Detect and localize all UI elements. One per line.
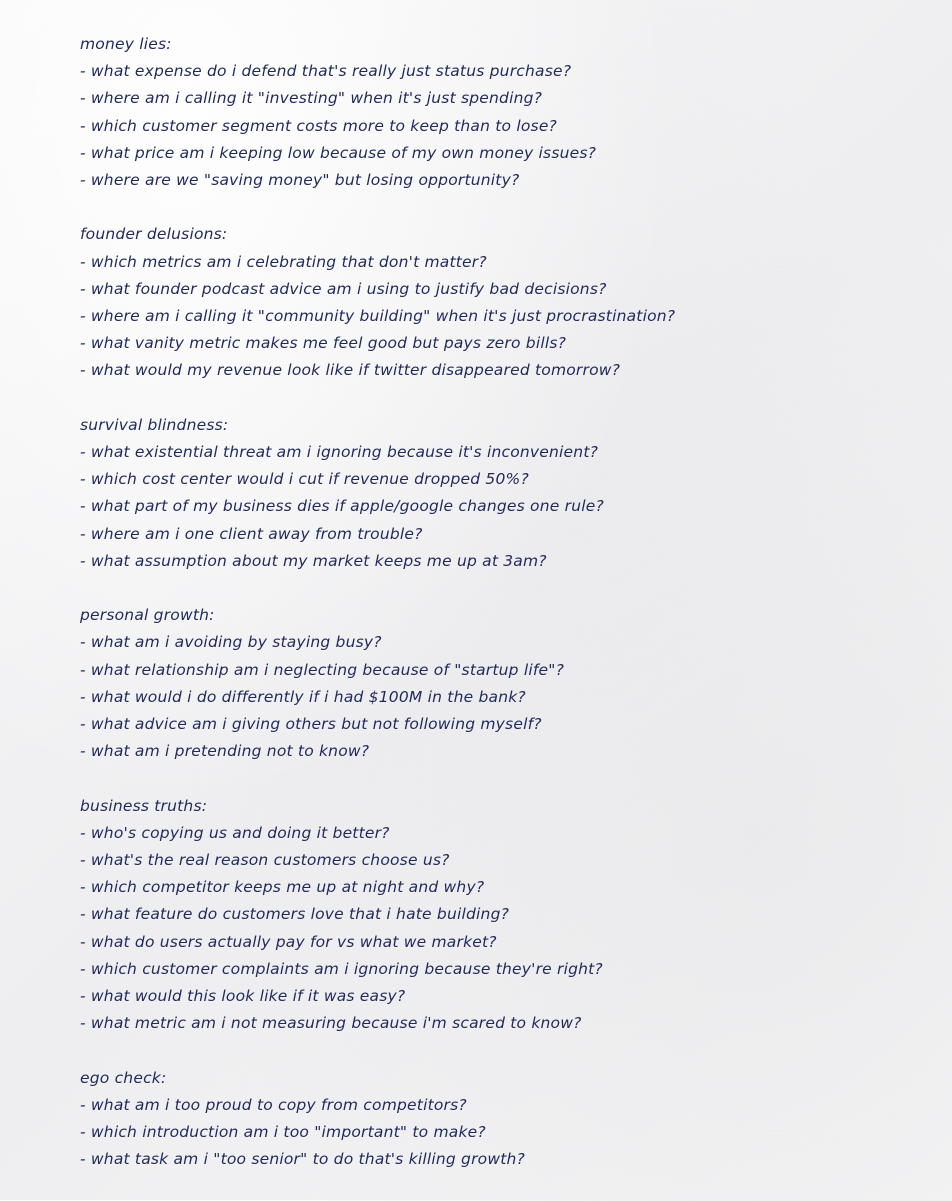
question-list: [80, 31, 940, 1201]
section-title: founder delusions:: [80, 225, 228, 244]
list-item: - what vanity metric makes me feel good but pays zero bills?: [80, 330, 940, 357]
list-item: - what would my revenue look like if twitter disappeared tomorrow?: [80, 357, 940, 384]
section: [80, 31, 940, 194]
list-item: - what price am i keeping low because of my own money issues?: [80, 140, 940, 167]
list-item: - which introduction am i too "important" to make?: [80, 1119, 940, 1146]
list-item: - which metrics am i celebrating that don't matter?: [80, 249, 940, 276]
list-item: - what would i do differently if i had $100M in the bank?: [80, 684, 940, 711]
list-item: - what part of my business dies if apple/google changes one rule?: [80, 493, 940, 520]
section: [80, 412, 940, 575]
list-item: - what expense do i defend that's really just status purchase?: [80, 58, 940, 85]
section-title: personal growth:: [80, 606, 215, 625]
list-item: - what do users actually pay for vs what we market?: [80, 929, 940, 956]
section-title: business truths:: [80, 796, 208, 815]
list-item: - what would this look like if it was easy?: [80, 983, 940, 1010]
list-item: - what advice am i giving others but not following myself?: [80, 711, 940, 738]
list-item: - what am i avoiding by staying busy?: [80, 629, 940, 656]
section: [80, 221, 940, 384]
list-item: - what assumption about my market keeps me up at 3am?: [80, 548, 940, 575]
list-item: - what metric am i not measuring because i'm scared to know?: [80, 1010, 940, 1037]
section: [80, 602, 940, 765]
section: [80, 1065, 940, 1174]
list-item: - where am i calling it "community building" when it's just procrastination?: [80, 303, 940, 330]
list-item: - what am i too proud to copy from competitors?: [80, 1092, 940, 1119]
section-title: ego check:: [80, 1068, 167, 1087]
list-item: - where am i one client away from trouble?: [80, 521, 940, 548]
list-item: - where are we "saving money" but losing opportunity?: [80, 167, 940, 194]
list-item: - what task am i "too senior" to do that's killing growth?: [80, 1146, 940, 1173]
list-item: - which cost center would i cut if revenue dropped 50%?: [80, 466, 940, 493]
list-item: - what feature do customers love that i hate building?: [80, 901, 940, 928]
section: [80, 793, 940, 1038]
section-title: survival blindness:: [80, 415, 229, 434]
list-item: - what's the real reason customers choose us?: [80, 847, 940, 874]
list-item: - which competitor keeps me up at night and why?: [80, 874, 940, 901]
list-item: - what existential threat am i ignoring because it's inconvenient?: [80, 439, 940, 466]
list-item: - which customer segment costs more to keep than to lose?: [80, 113, 940, 140]
list-item: - which customer complaints am i ignoring because they're right?: [80, 956, 940, 983]
list-item: - where am i calling it "investing" when it's just spending?: [80, 85, 940, 112]
list-item: - what am i pretending not to know?: [80, 738, 940, 765]
list-item: - what relationship am i neglecting because of "startup life"?: [80, 657, 940, 684]
list-item: - who's copying us and doing it better?: [80, 820, 940, 847]
section-title: money lies:: [80, 35, 172, 53]
list-item: - what founder podcast advice am i using to justify bad decisions?: [80, 276, 940, 303]
